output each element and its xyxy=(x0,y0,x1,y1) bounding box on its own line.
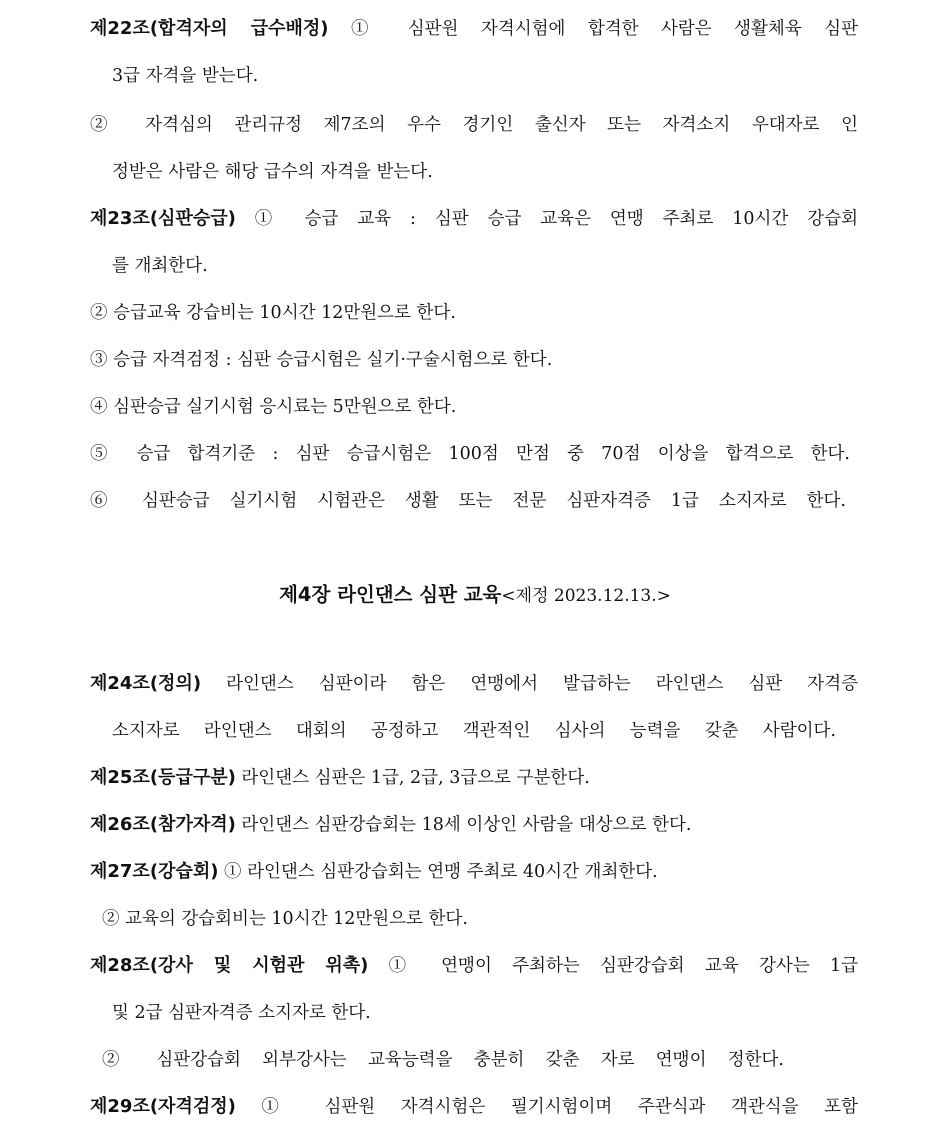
art29-line1 xyxy=(0,1084,858,1130)
art26-text: 라인댄스 심판강습회는 18세 이상인 사람을 대상으로 한다. xyxy=(235,815,692,835)
art23-item: ③ 승급 자격검정 : 심판 승급시험은 실기·구술시험으로 한다. xyxy=(90,350,553,370)
art23-heading: 제23조(심판승급) xyxy=(90,208,236,229)
art25-text: 라인댄스 심판은 1급, 2급, 3급으로 구분한다. xyxy=(235,768,590,788)
art28-text1: ① 연맹이 주최하는 심판강습회 교육 강사는 1급 xyxy=(368,956,858,976)
chapter-heading xyxy=(0,572,950,618)
art26-line xyxy=(0,802,950,848)
art22-line1 xyxy=(0,6,858,52)
art22-line2: 3급 자격을 받는다. xyxy=(112,66,259,86)
art22-text1: ① 심판원 자격시험에 합격한 사람은 생활체육 심판 xyxy=(328,19,858,39)
art23-item: ⑤ 승급 합격기준 : 심판 승급시험은 100점 만점 중 70점 이상을 합격으로 한다. xyxy=(90,444,850,464)
art25-line xyxy=(0,755,950,801)
art26-heading: 제26조(참가자격) xyxy=(90,814,236,835)
art24-line1 xyxy=(0,661,858,707)
art22-item2-line1: ② 자격심의 관리규정 제7조의 우수 경기인 출신자 또는 자격소지 우대자로 인 xyxy=(90,115,858,135)
chapter-enactment-note: <제정 2023.12.13.> xyxy=(501,586,671,606)
art23-item: ② 승급교육 강습비는 10시간 12만원으로 한다. xyxy=(90,303,456,323)
art23-item: ④ 심판승급 실기시험 응시료는 5만원으로 한다. xyxy=(90,397,457,417)
art23-text1: ① 승급 교육 : 심판 승급 교육은 연맹 주최로 10시간 강습회 xyxy=(235,209,858,229)
art24-text1: 라인댄스 심판이라 함은 연맹에서 발급하는 라인댄스 심판 자격증 xyxy=(201,674,858,694)
art28-line3: ② 심판강습회 외부강사는 교육능력을 충분히 갖춘 자로 연맹이 정한다. xyxy=(102,1050,784,1070)
art22-heading: 제22조(합격자의 급수배정) xyxy=(90,18,329,39)
art23-item: ⑥ 심판승급 실기시험 시험관은 생활 또는 전문 심판자격증 1급 소지자로 한다. xyxy=(90,491,846,511)
art25-heading: 제25조(등급구분) xyxy=(90,767,236,788)
art27-line1 xyxy=(0,849,950,895)
art29-text1: ① 심판원 자격시험은 필기시험이며 주관식과 객관식을 포함 xyxy=(235,1097,858,1117)
art28-heading: 제28조(강사 및 시험관 위촉) xyxy=(90,955,369,976)
art23-line1 xyxy=(0,196,858,242)
art28-line1 xyxy=(0,943,858,989)
art24-line2: 소지자로 라인댄스 대회의 공정하고 객관적인 심사의 능력을 갖춘 사람이다. xyxy=(112,721,836,741)
chapter-title: 제4장 라인댄스 심판 교육 xyxy=(279,583,502,606)
art22-item2-line2: 정받은 사람은 해당 급수의 자격을 받는다. xyxy=(112,162,433,182)
art27-heading: 제27조(강습회) xyxy=(90,861,219,882)
art28-line2: 및 2급 심판자격증 소지자로 한다. xyxy=(112,1003,371,1023)
art27-line2: ② 교육의 강습회비는 10시간 12만원으로 한다. xyxy=(102,909,468,929)
art29-heading: 제29조(자격검정) xyxy=(90,1096,236,1117)
art24-heading: 제24조(정의) xyxy=(90,673,202,694)
art27-text1: ① 라인댄스 심판강습회는 연맹 주최로 40시간 개최한다. xyxy=(218,862,658,882)
art23-line2: 를 개최한다. xyxy=(112,256,208,276)
